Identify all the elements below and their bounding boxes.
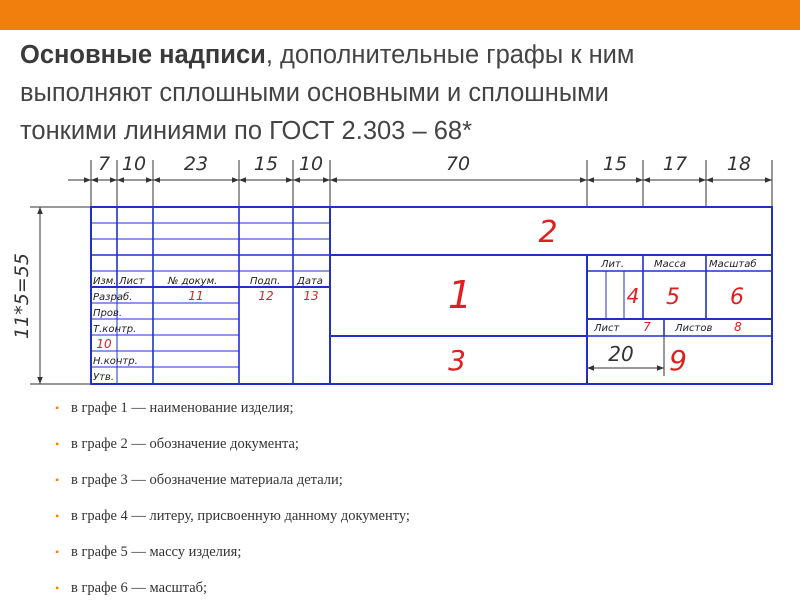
row-nkontr: Н.контр. [93, 356, 138, 367]
accent-bar [0, 0, 800, 30]
row-razrab: Разраб. [93, 292, 133, 303]
title-bold: Основные надписи [20, 41, 266, 69]
field-12: 12 [258, 289, 274, 303]
hdr-sheets: Листов [675, 323, 713, 334]
field-1: 1 [447, 273, 473, 317]
hdr-list: Лист [119, 276, 145, 287]
list-item: • в графе 1 — наименование изделия; [55, 400, 294, 416]
title-line3: тонкими линиями по ГОСТ 2.303 – 68* [20, 117, 473, 145]
extension-lines [30, 160, 772, 384]
bullet-icon: • [55, 581, 60, 595]
dim-7: 7 [97, 153, 111, 175]
title-line1-rest: , дополнительные графы к ним [265, 41, 635, 69]
dim-10b: 10 [298, 153, 324, 175]
field-13: 13 [303, 289, 319, 303]
hdr-masshtab: Масштаб [709, 259, 757, 270]
list-item: • в графе 5 — массу изделия; [55, 544, 242, 560]
field-9: 9 [669, 344, 687, 377]
field-10: 10 [96, 337, 112, 351]
field-4: 4 [626, 284, 640, 308]
hdr-izm: Изм. [93, 276, 117, 287]
slide-title [20, 36, 760, 150]
hdr-nom-dokum: № докум. [168, 276, 218, 287]
hdr-sheet: Лист [594, 323, 620, 334]
dim-18: 18 [726, 153, 752, 175]
dim-side: 11*5=55 [11, 253, 33, 339]
row-utv: Утв. [93, 372, 114, 383]
bullet-icon: • [55, 401, 60, 415]
hdr-lit: Лит. [601, 259, 625, 270]
dim-23: 23 [183, 153, 209, 175]
field-7: 7 [643, 320, 651, 334]
list-item: • в графе 2 — обозначение документа; [55, 436, 299, 452]
dim-70: 70 [445, 153, 471, 175]
field-6: 6 [730, 285, 744, 310]
hdr-podp: Подп. [250, 276, 281, 287]
field-5: 5 [666, 285, 680, 310]
bullet-icon: • [55, 509, 60, 523]
list-item: • в графе 3 — обозначение материала детали; [55, 472, 343, 488]
dim-15a: 15 [253, 153, 279, 175]
field-3: 3 [448, 344, 466, 377]
field-11: 11 [188, 289, 204, 303]
bullet-icon: • [55, 473, 60, 487]
field-8: 8 [734, 320, 742, 334]
list-item: • в графе 6 — масштаб; [55, 580, 208, 596]
list-item: • в графе 4 — литеру, присвоенную данному документу; [55, 508, 410, 524]
row-prov: Пров. [93, 308, 123, 319]
title-line2: выполняют сплошными основными и сплошными [20, 79, 609, 107]
dim-10a: 10 [121, 153, 147, 175]
dim-20: 20 [608, 342, 634, 366]
dim-15b: 15 [602, 153, 628, 175]
hdr-massa: Масса [654, 259, 686, 270]
dim-17: 17 [662, 153, 688, 175]
title-block-drawing [0, 150, 800, 395]
row-tkontr: Т.контр. [93, 324, 137, 335]
dimension-lines [40, 180, 772, 384]
hdr-data: Дата [297, 276, 323, 287]
bullet-icon: • [55, 545, 60, 559]
legend-list [55, 398, 410, 614]
bullet-icon: • [55, 437, 60, 451]
field-2: 2 [538, 215, 558, 250]
